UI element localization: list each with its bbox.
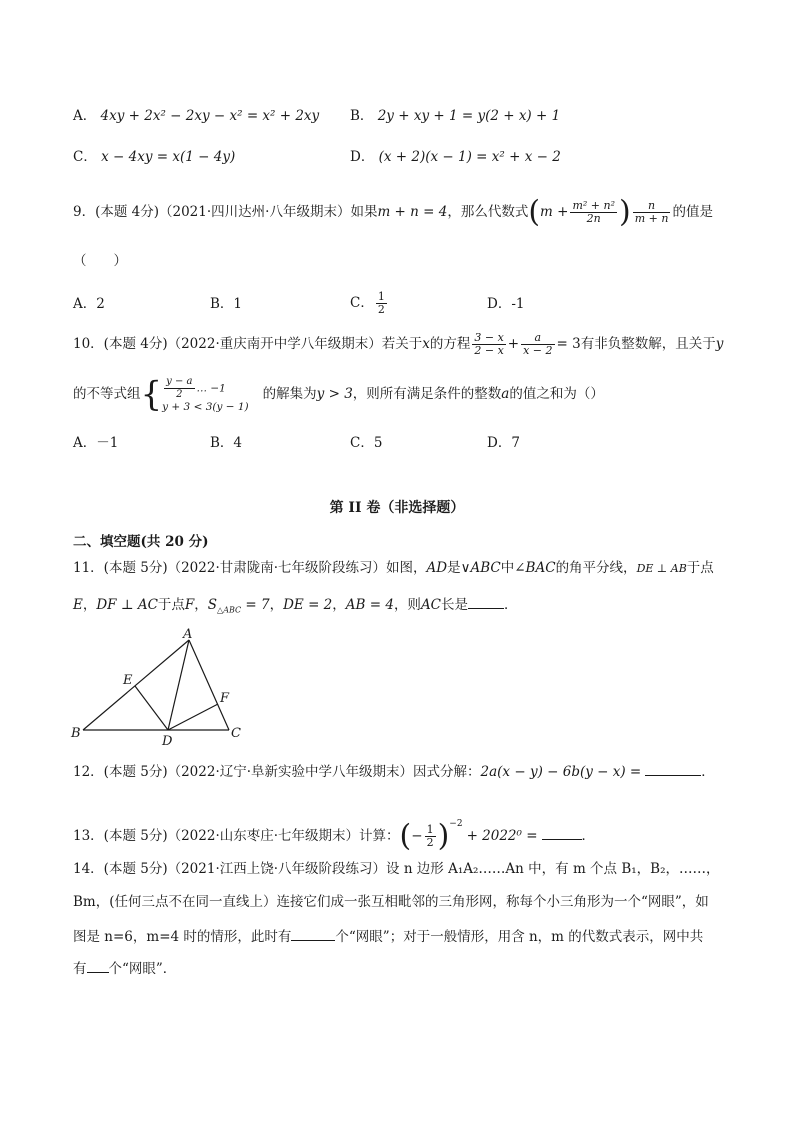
q11-area-sub: △ABC [217, 605, 242, 615]
q11-angle: ∠BAC [514, 560, 556, 576]
q9-expr-m: m + [540, 204, 569, 220]
option-label: A． [73, 108, 97, 124]
q12-prefix: 12．(本题 5分)（2022·辽宁·阜新实验中学八年级期末）因式分解： [73, 764, 481, 780]
q11-triangle-figure [66, 626, 256, 746]
q13-end: ． [581, 828, 596, 844]
answer-blank [468, 594, 504, 609]
q11-prefix: 11．(本题 5分)（2022·甘肃陇南·七年级阶段练习）如图， [73, 560, 427, 576]
q14-line2: Bm，(任何三点不在同一直线上）连接它们成一张互相毗邻的三角形网，称每个小三角形为一个“网眼”，如 [73, 894, 709, 910]
left-paren: ( [528, 194, 541, 230]
q9-option-c [350, 288, 389, 318]
q9-stem [73, 196, 713, 228]
q10-line2-prefix: 的不等式组 [73, 386, 141, 402]
frac-num: 1 [377, 290, 385, 303]
q11-stem-line2 [73, 594, 518, 620]
q11-ac: AC [420, 597, 442, 613]
frac-den: 2 [176, 388, 183, 400]
comma: ， [332, 597, 346, 613]
frac-num: 3 − x [474, 331, 504, 344]
q9-frac1 [570, 200, 617, 225]
q10-inequality-system [162, 376, 249, 414]
q12-expr: 2a(x − y) − 6b(y − x) = [480, 764, 642, 780]
frac-num: 1 [426, 823, 434, 836]
q13-frac [425, 824, 436, 849]
q14-line4b: 个“网眼”． [108, 961, 177, 977]
q10-plus: + [507, 336, 520, 352]
q9-condition: m + n = 4 [377, 204, 448, 220]
q9-suffix: 的值是 [672, 204, 713, 220]
q10-option-a: A．－1 [73, 435, 119, 451]
right-paren: ) [437, 818, 450, 854]
option-expr: 2y + xy + 1 = y(2 + x) + 1 [377, 108, 561, 124]
q13-prefix: 13．(本题 5分)（2022·山东枣庄·七年级期末）计算： [73, 828, 400, 844]
label-a: A [183, 627, 193, 642]
segment-de [135, 686, 168, 730]
q9-c-frac [376, 291, 387, 316]
answer-blank [542, 825, 582, 840]
q8-option-d [350, 148, 561, 166]
comma: ， [269, 597, 284, 613]
q10-frac2 [521, 332, 554, 357]
option-label: C． [73, 149, 97, 165]
q10-mid2: = 3有非负整数解，且关于 [556, 336, 716, 352]
q10-line2-mid: 的解集为 [262, 386, 317, 402]
q9-option-b: B．1 [210, 296, 243, 312]
q11-ad: AD [426, 560, 448, 576]
frac-num: n [633, 200, 671, 213]
q13-exponent: −2 [449, 819, 463, 829]
frac-den: 2 [426, 836, 434, 849]
q10-var-a: a [501, 386, 510, 402]
q10-var-x: x [422, 336, 430, 352]
frac-den: 2 − x [474, 344, 504, 357]
answer-blank [645, 761, 701, 776]
answer-blank [87, 958, 109, 973]
q14-line4 [73, 958, 176, 978]
label-e: E [123, 673, 133, 688]
segment-ad [168, 640, 189, 730]
segment-df [168, 704, 218, 730]
option-label: B． [350, 108, 374, 124]
q11-de: DE = 2 [283, 597, 333, 613]
q11-triangle: ∨ABC [460, 560, 501, 576]
q10-option-d: D．7 [487, 435, 520, 451]
q9-option-a: A．2 [73, 296, 105, 312]
frac-num: m² + n² [572, 199, 615, 212]
q13-rest: + 2022⁰ = [466, 828, 538, 844]
q10-solution: y > 3 [316, 386, 353, 402]
q14-line3 [73, 926, 703, 946]
frac-den: x − 2 [523, 344, 553, 357]
comma: ， [194, 597, 208, 613]
q11-point: 于点 [686, 560, 714, 576]
q10-mid1: 的方程 [429, 336, 471, 352]
q11-bisector: 的角平分线， [555, 560, 637, 576]
frac-den: m + n [634, 212, 669, 225]
q11-is: 是 [447, 560, 461, 576]
q11-ab: AB = 4 [345, 597, 394, 613]
q11-end: ． [504, 597, 518, 613]
q11-perp1: DE ⊥ AB [636, 562, 687, 575]
left-paren: ( [399, 818, 412, 854]
q10-stem-line2 [73, 370, 604, 418]
q11-then: ，则 [393, 597, 421, 613]
brace-icon: { [140, 374, 163, 415]
q10-option-b: B．4 [210, 435, 243, 451]
option-label: D． [350, 149, 375, 165]
q14-line4a: 有 [73, 961, 87, 977]
q11-area: S [207, 597, 218, 613]
q14-line3b: 个“网眼”；对于一般情形，用含 n，m 的代数式表示，网中共 [335, 929, 704, 945]
frac-den: 2n [586, 212, 601, 225]
q11-perp2: DF ⊥ AC [96, 597, 158, 613]
q10-prefix: 10．(本题 4分)（2022·重庆南开中学八年级期末）若关于 [73, 336, 423, 352]
comma: ， [82, 597, 97, 613]
option-expr: (x + 2)(x − 1) = x² + x − 2 [378, 149, 561, 165]
label-c: C [231, 726, 241, 741]
q11-len: 长是 [441, 597, 469, 613]
section-title: 第 II 卷（非选择题） [329, 500, 465, 516]
answer-blank [291, 926, 335, 941]
label-f: F [220, 691, 230, 706]
frac-num: y − a [166, 375, 193, 387]
option-label: C． [350, 295, 374, 311]
q8-option-c [73, 148, 235, 166]
q11-point2: 于点 [157, 597, 185, 613]
q10-option-c: C．5 [350, 435, 383, 451]
label-b: B [71, 726, 81, 741]
q10-line2-suffix: ，则所有满足条件的整数 [352, 386, 502, 402]
sys-row1-frac [164, 376, 194, 401]
q11-in: 中 [500, 560, 515, 576]
label-d: D [162, 734, 173, 746]
q9-option-d: D．-1 [487, 296, 525, 312]
q10-stem-line1 [73, 328, 723, 360]
q9-frac2 [633, 200, 671, 225]
q8-option-b [350, 107, 560, 125]
q8-option-a [73, 107, 319, 125]
q10-var-y: y [715, 336, 724, 352]
q9-paren: （ ） [73, 253, 127, 269]
q12-end: ． [701, 764, 715, 780]
q13-stem: 13．(本题 5分)（2022·山东枣庄·七年级期末）计算：(− $\frac{1}{2}$ )$^{-2}$+ 2022⁰ = ． [73, 818, 596, 854]
sys-row1 [162, 376, 249, 401]
q14-line3a: 图是 n=6，m=4 时的情形，此时有 [73, 929, 292, 945]
sys-row1-rest: … −1 [196, 382, 226, 394]
q9-prefix: 9．(本题 4分)（2021·四川达州·八年级期末）如果 [73, 204, 378, 220]
q11-stem-line1 [73, 559, 714, 578]
right-paren: ) [619, 194, 631, 230]
frac-den: 2 [377, 303, 385, 316]
sys-row2: y + 3 < 3(y − 1) [162, 400, 249, 413]
side-ab [83, 640, 189, 730]
frac-num: a [521, 332, 554, 345]
q11-f: F [184, 597, 195, 613]
option-expr: x − 4xy = x(1 − 4y) [101, 149, 236, 165]
q10-line2-end: 的值之和为（） [509, 386, 604, 402]
q14-line1: 14．(本题 5分)（2021·江西上饶·八年级阶段练习）设 n 边形 A₁A₂……An 中，有 m 个点 B₁，B₂，……， [73, 861, 720, 877]
section-subtitle: 二、填空题(共 20 分) [73, 534, 209, 550]
q11-area-val: = 7 [241, 597, 270, 613]
q11-e: E [73, 597, 83, 613]
q10-frac1 [472, 332, 505, 357]
q9-mid: ，那么代数式 [447, 204, 529, 220]
option-expr: 4xy + 2x² − 2xy − x² = x² + 2xy [100, 108, 320, 124]
q12-stem [73, 761, 715, 781]
